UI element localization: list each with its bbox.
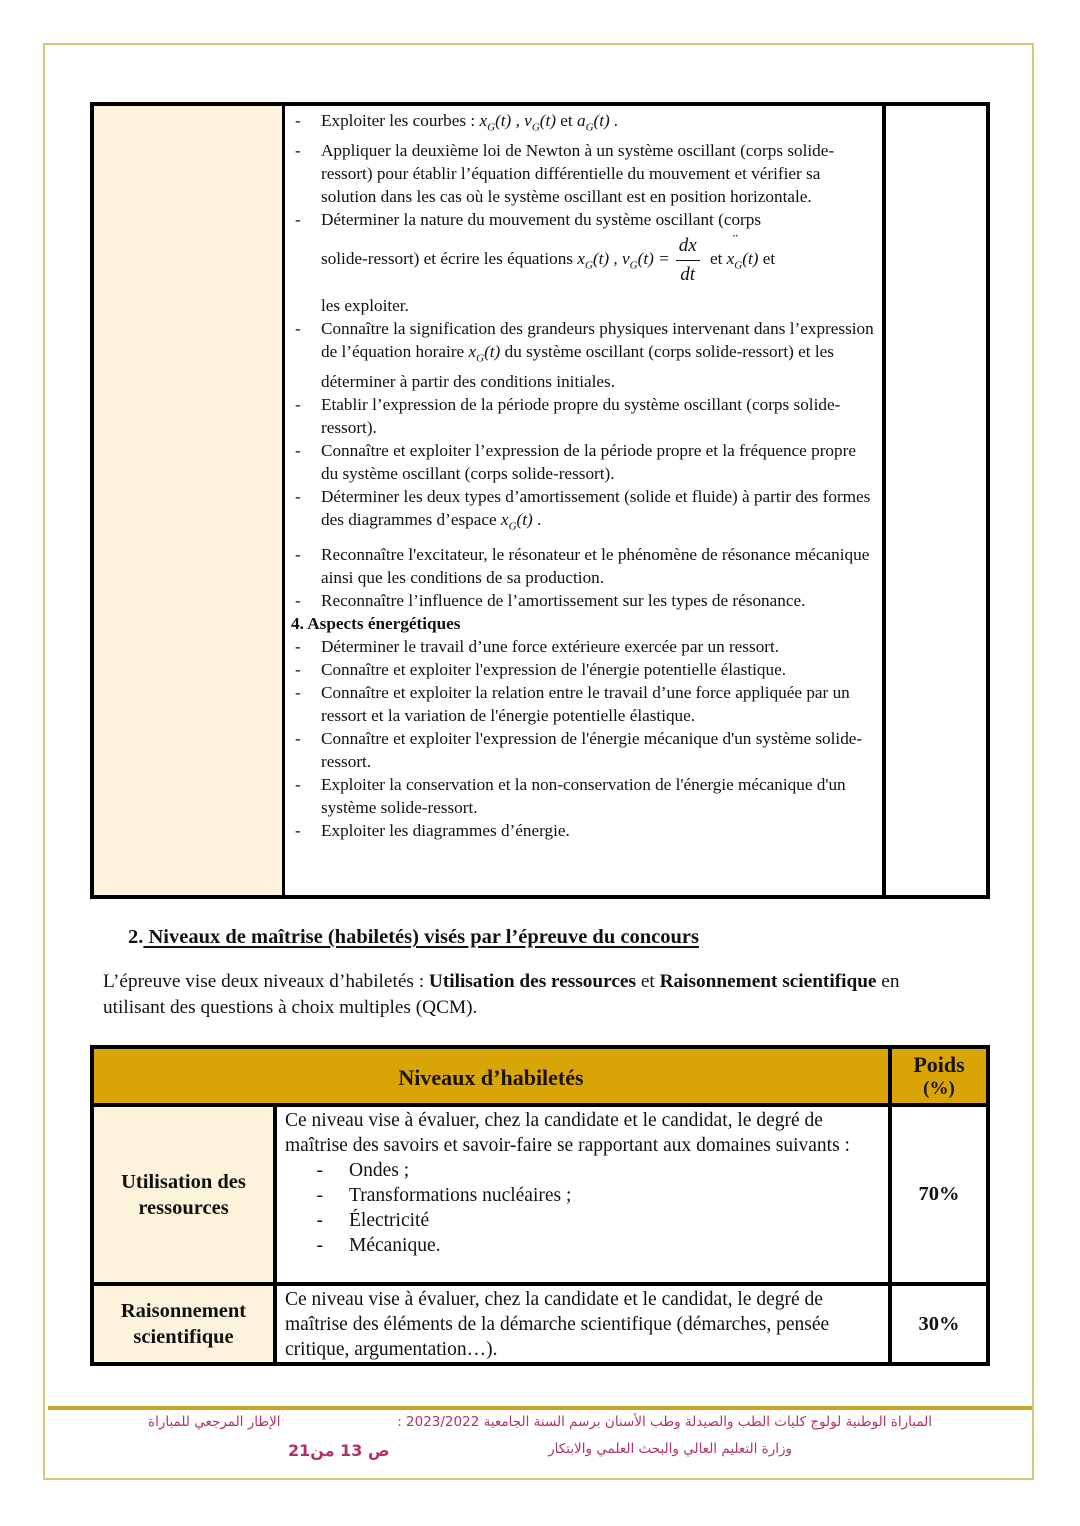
- objective-item: - Connaître et exploiter l'expression de l'énergie mécanique d'un système solide-ressort.: [295, 728, 863, 771]
- footer-exam-title: المباراة الوطنية لولوج كليات الطب والصيدلة وطب الأسنان برسم السنة الجامعية 2023/2022 :: [397, 1414, 932, 1430]
- row-weight: 30%: [888, 1286, 986, 1362]
- row-description: Ce niveau vise à évaluer, chez la candidate et le candidat, le degré de maîtrise des savoirs et savoir-faire se rapportant aux domaines suivants : - Ondes ; - Transformations nucléaires ; - Électricité - Mécanique.: [277, 1107, 888, 1282]
- domain-item: - Ondes ;: [316, 1160, 410, 1181]
- objective-item: - Déterminer la nature du mouvement du système oscillant (corps solide-ressort) et écrire les équations $x_G(t)$ , $v_G(t)$ = $\frac{dx}{dt}$ et ¨ $x_G(t)$ et les exploiter.: [291, 208, 874, 316]
- objective-item: - Exploiter les courbes : $x_G(t)$ , $v_G(t)$ et $a_G(t)$ .: [295, 111, 619, 134]
- header-levels: Niveaux d’habiletés: [398, 1065, 584, 1090]
- row-label: Raisonnement scientifique: [94, 1286, 277, 1362]
- objective-item: - Exploiter la conservation et la non-conservation de l'énergie mécanique d'un système solide-ressort.: [295, 774, 846, 817]
- formula-curves: $x_G(t)$ , $v_G(t)$ et $a_G(t)$ .: [479, 111, 619, 134]
- objective-item: - Reconnaître l’influence de l’amortissement sur les types de résonance.: [295, 590, 806, 610]
- header-weight: Poids (%): [888, 1049, 986, 1103]
- module-objectives-table: [90, 102, 990, 899]
- module-label-cell: [94, 106, 285, 895]
- footer-divider: [48, 1406, 1032, 1410]
- objectives-cell: [285, 106, 882, 895]
- domain-item: - Électricité: [316, 1210, 430, 1231]
- page-number: ص 13 من21: [288, 1441, 390, 1460]
- objective-item: - Connaître la signification des grandeurs physiques intervenant dans l’expression de l’équation horaire $x_G(t)$ du système oscillant (corps solide-ressort) et les déterminer à partir des conditions initiales.: [295, 318, 874, 392]
- section-heading: 2. Niveaux de maîtrise (habiletés) visés par l’épreuve du concours: [128, 926, 699, 948]
- footer-framework-label: الإطار المرجعي للمباراة: [148, 1414, 281, 1430]
- skill-levels-table: [90, 1045, 990, 1366]
- footer-ministry: وزارة التعليم العالي والبحث العلمي والابتكار: [548, 1441, 792, 1457]
- objective-item: - Connaître et exploiter l'expression de l'énergie potentielle élastique.: [295, 659, 787, 679]
- objective-item: - Etablir l’expression de la période propre du système oscillant (corps solide-ressort).: [295, 395, 841, 438]
- objective-item: - Déterminer les deux types d’amortissement (solide et fluide) à partir des formes des diagrammes d’espace $x_G(t)$ .: [295, 487, 871, 533]
- row-label: Utilisation des ressources: [94, 1107, 277, 1282]
- domain-item: - Transformations nucléaires ;: [316, 1185, 572, 1206]
- objective-item: - Appliquer la deuxième loi de Newton à un système oscillant (corps solide-ressort) pour établir l’équation différentielle du mouvement et vérifier sa solution dans les cas où le système oscillant est en position horizontale.: [295, 141, 835, 207]
- section-intro: L’épreuve vise deux niveaux d’habiletés : Utilisation des ressources et Raisonnement scientifique en utilisant des questions à choix multiples (QCM).: [103, 971, 900, 1018]
- table-row: [94, 1107, 986, 1286]
- objective-item: - Connaître et exploiter la relation entre le travail d’une force appliquée par un ressort et la variation de l'énergie potentielle élastique.: [295, 682, 850, 725]
- domain-item: - Mécanique.: [316, 1235, 441, 1256]
- table-row: [94, 1286, 986, 1362]
- formula-xg: $x_G(t)$ , $v_G(t)$ =: [577, 249, 670, 272]
- objective-item: - Reconnaître l'excitateur, le résonateur et le phénomène de résonance mécanique ainsi que les conditions de sa production.: [295, 544, 870, 587]
- objective-item: - Connaître et exploiter l’expression de la période propre et la fréquence propre du système oscillant (corps solide-ressort).: [295, 441, 856, 484]
- objective-item: - Exploiter les diagrammes d’énergie.: [295, 820, 570, 840]
- formula-dx-dt: $\frac{dx}{dt}$: [676, 232, 700, 289]
- objective-item: - Déterminer le travail d’une force extérieure exercée par un ressort.: [295, 636, 780, 656]
- formula-xg-ddot: ¨ $x_G(t)$: [727, 231, 759, 293]
- row-weight: 70%: [888, 1107, 986, 1282]
- subsection-title: 4. Aspects énergétiques: [291, 613, 461, 633]
- table-header-row: [94, 1049, 986, 1107]
- weight-cell: [882, 106, 986, 895]
- row-description: Ce niveau vise à évaluer, chez la candidate et le candidat, le degré de maîtrise des éléments de la démarche scientifique (démarches, pensée critique, argumentation…).: [285, 1289, 830, 1360]
- formula-xg: $x_G(t)$: [468, 341, 501, 365]
- formula-xg: $x_G(t)$: [500, 510, 533, 533]
